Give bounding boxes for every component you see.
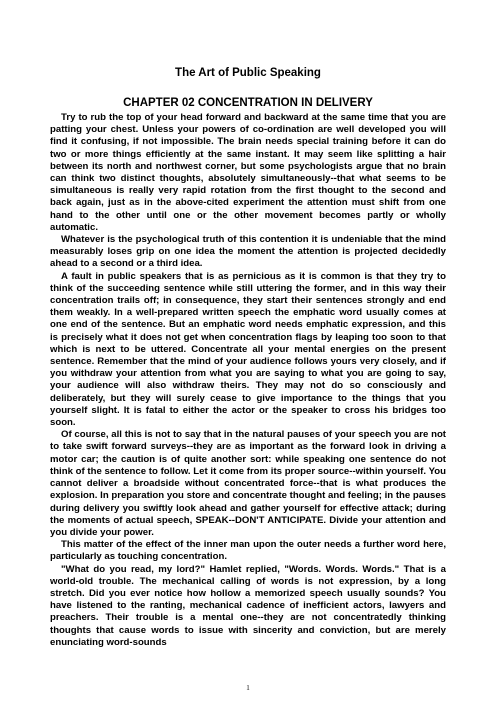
paragraph: Of course, all this is not to say that in the natural pauses of your speech you are not to take swift forward surveys--they are as important as the forward look in driving a motor car; the caution is of quite another sort: while speaking one sentence do not think of the sentence to follow. Let it come from its proper source--within yourself. You cannot deliver a broadside without concentrated force--that is what produces the explosion. In preparation you store and concentrate thought and feeling; in the pauses during delivery you swiftly look ahead and gather yourself for effective attack; during the moments of actual speech, SPEAK--DON'T ANTICIPATE. Divide your attention and you divide your power.	[50, 429, 446, 538]
paragraph: Try to rub the top of your head forward and backward at the same time that you are patting your chest. Unless your powers of co-ordination are well developed you will find it confusing, if not impossible. The brain needs special training before it can do two or more things efficiently at the same instant. It may seem like splitting a hair between its north and northwest corner, but some psychologists argue that no brain can think two distinct thoughts, absolutely simultaneously--that what seems to be simultaneous is really very rapid rotation from the first thought to the second and back again, just as in the above-cited experiment the attention must shift from one hand to the other until one or the other movement becomes partly or wholly automatic.	[50, 112, 446, 233]
paragraph: A fault in public speakers that is as pernicious as it is common is that they try to think of the succeeding sentence while still uttering the former, and in this way their concentration trails off; in consequence, they start their sentences strongly and end them weakly. In a well-prepared written speech the emphatic word usually comes at one end of the sentence. But an emphatic word needs emphatic expression, and this is precisely what it does not get when concentration flags by leaping too soon to that which is next to be uttered. Concentrate all your mental energies on the present sentence. Remember that the mind of your audience follows yours very closely, and if you withdraw your attention from what you are saying to what you are going to say, your audience will also withdraw theirs. They may not do so consciously and deliberately, but they will surely cease to give importance to the things that you yourself slight. It is fatal to either the actor or the speaker to cross his bridges too soon.	[50, 270, 446, 429]
page-number: 1	[246, 684, 250, 692]
paragraph: "What do you read, my lord?" Hamlet replied, "Words. Words. Words." That is a world-old trouble. The mechanical calling of words is not expression, by a long stretch. Did you ever notice how hollow a memorized speech usually sounds? You have listened to the ranting, mechanical cadence of inefficient actors, lawyers and preachers. Their trouble is a mental one--they are not concentratedly thinking thoughts that cause words to issue with sincerity and conviction, but are merely enunciating word-sounds	[50, 563, 446, 648]
book-title: The Art of Public Speaking	[175, 67, 321, 79]
chapter-title: CHAPTER 02 CONCENTRATION IN DELIVERY	[123, 97, 373, 109]
paragraph: Whatever is the psychological truth of this contention it is undeniable that the mind measurably loses grip on one idea the moment the attention is projected decidedly ahead to a second or a third idea.	[50, 234, 446, 270]
paragraph: This matter of the effect of the inner man upon the outer needs a further word here, particularly as touching concentration.	[50, 539, 446, 563]
body-text	[50, 112, 446, 649]
